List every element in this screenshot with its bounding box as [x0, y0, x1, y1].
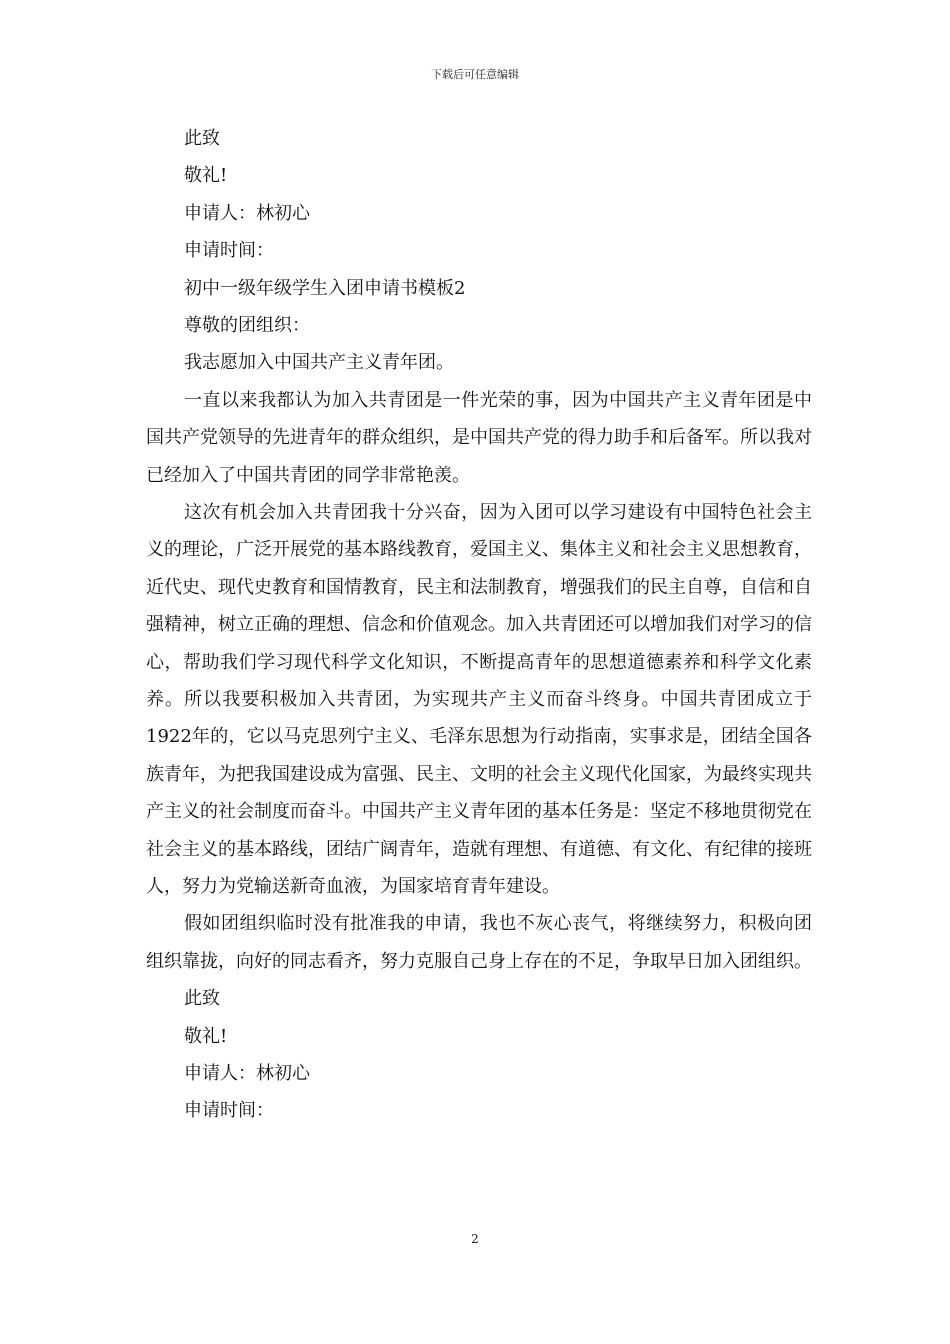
greeting: 尊敬的团组织： — [184, 314, 310, 336]
application-date-line: 申请时间： — [184, 1100, 274, 1122]
body-paragraph: 这次有机会加入共青团我十分兴奋，因为入团可以学习建设有中国特色社会主义的理论，广泛开展党的基本路线教育，爱国主义、集体主义和社会主义思想教育，近代史、现代史教育和国情教育，民主和法制教育，增强我们的民主自尊，自信和自强精神，树立正确的理想、信念和价值观念。加入共青团还可以增加我们对学习的信心，帮助我们学习现代科学文化知识，不断提高青年的思想道德素养和科学文化素养。所以我要积极加入共青团，为实现共产主义而奋斗终身。中国共青团成立于1922年的，它以马克思列宁主义、毛泽东思想为行动指南，实事求是，团结全国各族青年，为把我国建设成为富强、民主、文明的社会主义现代化国家，为最终实现共产主义的社会制度而奋斗。中国共产主义青年团的基本任务是：坚定不移地贯彻党在社会主义的基本路线，团结广阔青年，造就有理想、有道德、有文化、有纪律的接班人，努力为党输送新奇血液，为国家培育青年建设。 — [146, 501, 812, 898]
closing-respect: 敬礼! — [184, 165, 228, 187]
page-number: 2 — [471, 1232, 479, 1246]
applicant-line: 申请人：林初心 — [184, 1063, 310, 1085]
document-body — [146, 120, 812, 1130]
application-date-line: 申请时间： — [184, 240, 274, 262]
closing-salutation: 此致 — [184, 128, 220, 149]
closing-respect: 敬礼! — [184, 1025, 228, 1047]
template-title: 初中一级年级学生入团申请书模板2 — [184, 277, 466, 299]
header-note: 下载后可任意编辑 — [431, 68, 519, 81]
applicant-line: 申请人：林初心 — [184, 202, 310, 224]
opening-statement: 我志愿加入中国共产主义青年团。 — [184, 352, 454, 374]
closing-salutation: 此致 — [184, 988, 220, 1010]
body-paragraph: 一直以来我都认为加入共青团是一件光荣的事，因为中国共产主义青年团是中国共产党领导的先进青年的群众组织，是中国共产党的得力助手和后备军。所以我对已经加入了中国共青团的同学非常艳羡。 — [146, 389, 812, 486]
body-paragraph: 假如团组织临时没有批准我的申请，我也不灰心丧气，将继续努力，积极向团组织靠拢，向好的同志看齐，努力克服自己身上存在的不足，争取早日加入团组织。 — [146, 913, 812, 972]
